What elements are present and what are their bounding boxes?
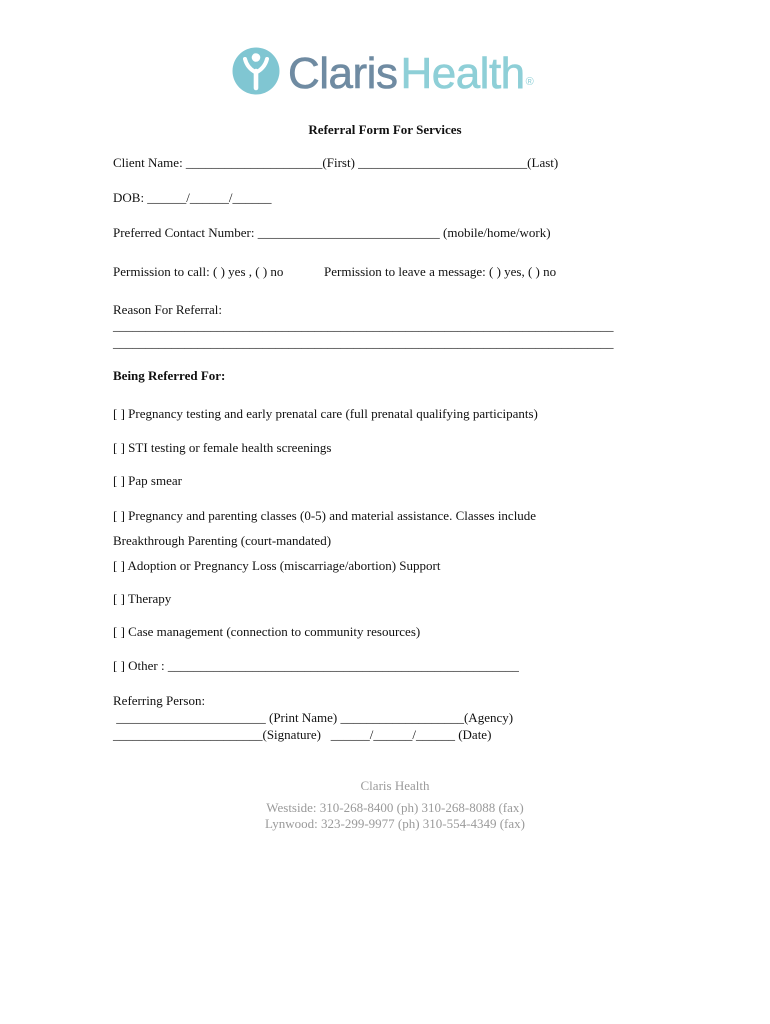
print-name-agency-line: _______________________ (Print Name) ___________________(Agency) (113, 710, 514, 725)
footer-westside-contact: Westside: 310-268-8400 (ph) 310-268-8088 (fax) (266, 800, 524, 815)
brand-logo-text (288, 49, 534, 98)
contact-number-line: Preferred Contact Number: ____________________________ (mobile/home/work) (113, 225, 551, 240)
service-option-sti-testing: [ ] STI testing or female health screenings (113, 440, 332, 455)
service-option-parenting-classes: [ ] Pregnancy and parenting classes (0-5) and material assistance. Classes include (113, 508, 537, 523)
reason-for-referral-label: Reason For Referral: (113, 302, 223, 317)
service-option-parenting-classes-continued: Breakthrough Parenting (court-mandated) (113, 533, 332, 548)
service-option-adoption-loss: [ ] Adoption or Pregnancy Loss (miscarriage/abortion) Support (113, 558, 441, 573)
service-option-other: [ ] Other : ______________________________________________________ (113, 658, 519, 673)
client-name-line: Client Name: _____________________(First) __________________________(Last) (113, 155, 559, 170)
signature-date-line: _______________________(Signature) ______/______/______ (Date) (113, 727, 492, 742)
permission-to-call: Permission to call: ( ) yes , ( ) no (113, 264, 284, 279)
permission-to-leave-message: Permission to leave a message: ( ) yes, ( ) no (324, 264, 557, 279)
registered-mark: ® (525, 76, 534, 88)
logo-person-head (252, 53, 261, 62)
footer-lynwood-contact: Lynwood: 323-299-9977 (ph) 310-554-4349 (fax) (265, 816, 525, 831)
person-in-circle-icon (232, 47, 280, 95)
being-referred-heading: Being Referred For: (113, 368, 226, 383)
brand-name-second: Health (400, 49, 525, 98)
referring-person-label: Referring Person: (113, 693, 206, 708)
reason-blank-line: _____________________________________________________________________________ (113, 335, 614, 350)
service-option-case-management: [ ] Case management (connection to community resources) (113, 624, 421, 639)
service-option-pap-smear: [ ] Pap smear (113, 473, 182, 488)
brand-name-first: Claris (288, 49, 398, 98)
dob-line: DOB: ______/______/______ (113, 190, 272, 205)
form-title: Referral Form For Services (308, 122, 462, 137)
reason-blank-line: _____________________________________________________________________________ (113, 318, 614, 333)
service-option-prenatal: [ ] Pregnancy testing and early prenatal care (full prenatal qualifying participants) (113, 406, 538, 421)
footer-org-name: Claris Health (360, 778, 430, 793)
service-option-therapy: [ ] Therapy (113, 591, 172, 606)
